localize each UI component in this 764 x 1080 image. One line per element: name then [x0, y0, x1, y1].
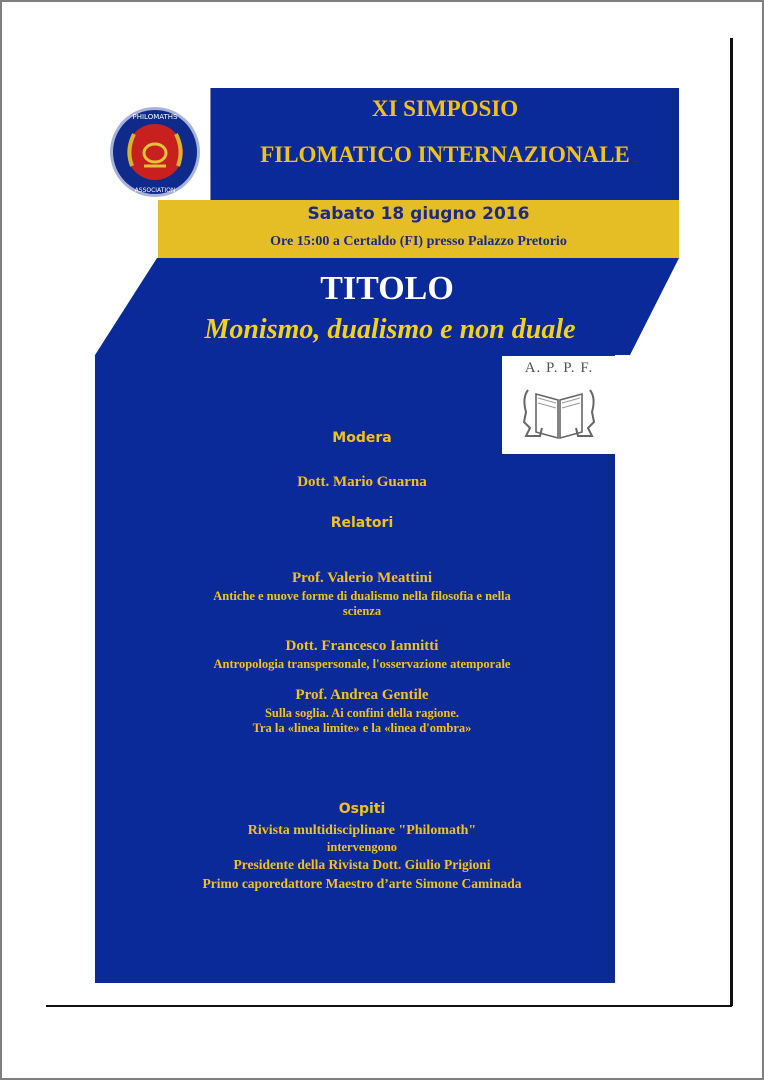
moderator-name: Dott. Mario Guarna [297, 474, 427, 490]
appf-logo-text: A. P. P. F. [524, 360, 594, 376]
speaker-talk: scienza [342, 604, 382, 618]
intervene-text: intervengono [326, 840, 398, 854]
page-border-bottom [46, 1005, 732, 1007]
speaker-name: Prof. Andrea Gentile [295, 687, 429, 703]
title-label: TITOLO [320, 270, 454, 307]
speaker-talk: Antropologia transpersonale, l'osservazione atemporale [213, 657, 511, 671]
page-border-right [730, 38, 733, 1006]
svg-text:ASSOCIATION: ASSOCIATION [134, 187, 176, 194]
moderator-heading: Modera [332, 430, 392, 446]
speaker-talk: Tra la «linea limite» e la «linea d'ombra» [252, 721, 472, 735]
speaker-name: Dott. Francesco Iannitti [285, 638, 439, 654]
magazine-name: Rivista multidisciplinare "Philomath" [247, 823, 477, 838]
event-date: Sabato 18 giugno 2016 [307, 204, 530, 224]
flyer-page [2, 2, 762, 1078]
guest-president: Presidente della Rivista Dott. Giulio Prigioni [233, 857, 491, 872]
philomaths-association-logo [108, 106, 202, 198]
speaker-talk: Antiche e nuove forme di dualismo nella filosofia e nella [213, 589, 511, 603]
header-panel [210, 88, 679, 200]
svg-text:PHILOMATHS: PHILOMATHS [132, 113, 178, 121]
guests-heading: Ospiti [338, 801, 386, 817]
speakers-heading: Relatori [330, 515, 394, 531]
topic-subtitle: Monismo, dualismo e non duale [204, 314, 576, 345]
symposium-title: XI SIMPOSIO [371, 96, 519, 121]
speaker-talk: Sulla soglia. Ai confini della ragione. [264, 706, 460, 720]
date-band [158, 200, 679, 258]
guest-editor: Primo caporedattore Maestro d’arte Simone Caminada [202, 876, 522, 891]
symposium-subtitle: FILOMATICO INTERNAZIONALE [260, 142, 630, 167]
event-place: Ore 15:00 a Certaldo (FI) presso Palazzo Pretorio [270, 234, 567, 249]
speaker-name: Prof. Valerio Meattini [291, 570, 433, 586]
